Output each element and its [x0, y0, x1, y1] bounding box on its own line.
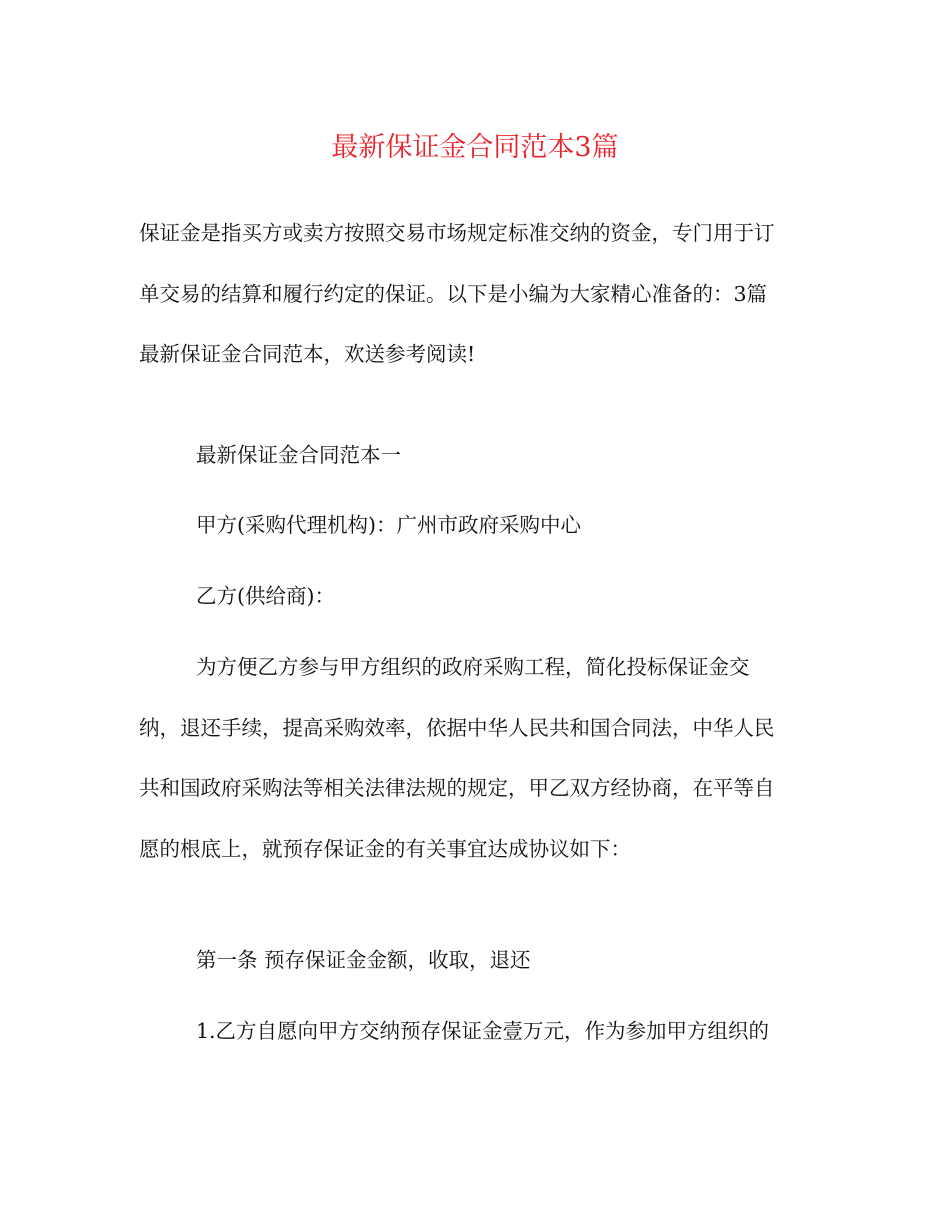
- section-heading-text: 最新保证金合同范本一: [196, 443, 401, 467]
- purpose-line: 为方便乙方参与甲方组织的政府采购工程，简化投标保证金交: [196, 655, 750, 679]
- intro-line: 保证金是指买方或卖方按照交易市场规定标准交纳的资金，专门用于订: [139, 221, 775, 245]
- intro-line: 单交易的结算和履行约定的保证。以下是小编为大家精心准备的：3篇: [139, 281, 768, 306]
- section-heading: [196, 425, 826, 486]
- clause-one: [196, 1001, 826, 1062]
- party-b-text: 乙方(供给商)：: [196, 584, 335, 608]
- purpose-paragraph: [139, 637, 819, 879]
- intro-line: 最新保证金合同范本，欢送参考阅读!: [139, 342, 476, 366]
- purpose-line: 纳，退还手续，提高采购效率，依据中华人民共和国合同法，中华人民: [139, 715, 775, 740]
- party-a-line: [196, 495, 826, 556]
- intro-paragraph: [139, 203, 819, 385]
- article-one-text: 第一条 预存保证金金额，收取，退还: [196, 948, 531, 972]
- purpose-line: 共和国政府采购法等相关法律法规的规定，甲乙双方经协商，在平等自: [139, 776, 775, 800]
- document-title: 最新保证金合同范本3篇: [331, 132, 619, 163]
- party-a-text: 甲方(采购代理机构)：广州市政府采购中心: [196, 513, 581, 537]
- clause-one-text: 1.乙方自愿向甲方交纳预存保证金壹万元，作为参加甲方组织的: [196, 1019, 770, 1043]
- purpose-line: 愿的根底上，就预存保证金的有关事宜达成协议如下：: [139, 836, 631, 861]
- article-one-heading: [196, 930, 826, 991]
- party-b-line: [196, 566, 826, 627]
